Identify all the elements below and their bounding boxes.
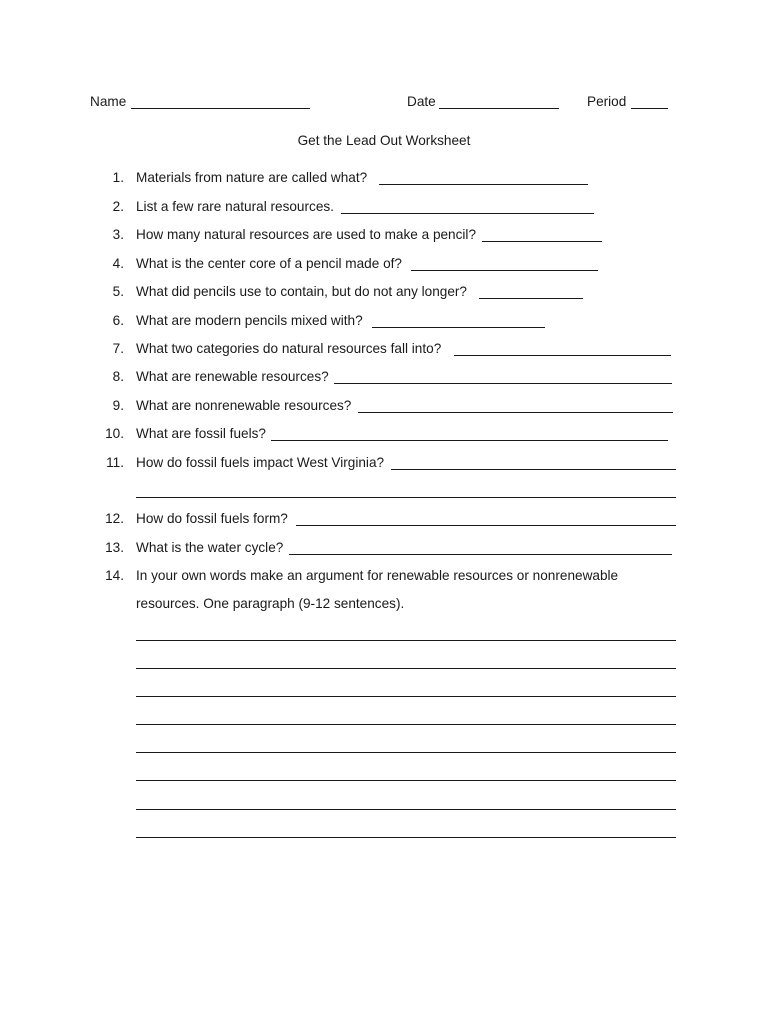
answer-line[interactable] bbox=[136, 809, 676, 810]
answer-line[interactable] bbox=[482, 241, 602, 242]
question-number: 12. bbox=[105, 511, 124, 526]
answer-line[interactable] bbox=[296, 525, 676, 526]
question-number: 11. bbox=[106, 455, 124, 470]
answer-line[interactable] bbox=[379, 184, 588, 185]
answer-line[interactable] bbox=[341, 213, 594, 214]
page-title: Get the Lead Out Worksheet bbox=[297, 133, 471, 148]
question-number: 14. bbox=[105, 568, 124, 583]
answer-line[interactable] bbox=[454, 355, 671, 356]
question-text: What are fossil fuels? bbox=[136, 426, 266, 441]
answer-line[interactable] bbox=[289, 554, 672, 555]
question-text: What is the center core of a pencil made of? bbox=[136, 256, 402, 271]
question-number: 9. bbox=[112, 398, 124, 413]
question-number: 5. bbox=[112, 284, 124, 299]
period-field[interactable] bbox=[631, 108, 668, 109]
answer-line[interactable] bbox=[391, 469, 676, 470]
answer-line[interactable] bbox=[136, 668, 676, 669]
question-text: How many natural resources are used to make a pencil? bbox=[136, 227, 477, 242]
date-field[interactable] bbox=[439, 108, 559, 109]
question-number: 8. bbox=[112, 369, 124, 384]
question-text: What is the water cycle? bbox=[136, 540, 284, 555]
question-text: List a few rare natural resources. bbox=[136, 199, 334, 214]
question-number: 3. bbox=[112, 227, 124, 242]
answer-line[interactable] bbox=[136, 780, 676, 781]
question-text: How do fossil fuels impact West Virginia? bbox=[136, 455, 385, 470]
answer-line[interactable] bbox=[411, 270, 598, 271]
question-number: 1. bbox=[112, 170, 124, 185]
answer-line[interactable] bbox=[372, 327, 545, 328]
question-text: How do fossil fuels form? bbox=[136, 511, 288, 526]
question-text: What two categories do natural resources fall into? bbox=[136, 341, 442, 356]
answer-line[interactable] bbox=[136, 696, 676, 697]
question-number: 13. bbox=[105, 540, 124, 555]
answer-line[interactable] bbox=[136, 724, 676, 725]
question-number: 6. bbox=[112, 313, 124, 328]
name-label: Name bbox=[90, 94, 127, 109]
question-text: What are nonrenewable resources? bbox=[136, 398, 352, 413]
question-text-continued: resources. One paragraph (9-12 sentences). bbox=[136, 596, 405, 611]
answer-line[interactable] bbox=[358, 412, 673, 413]
answer-line[interactable] bbox=[479, 298, 583, 299]
question-text: What did pencils use to contain, but do not any longer? bbox=[136, 284, 467, 299]
question-text: In your own words make an argument for renewable resources or nonrenewable bbox=[136, 568, 619, 583]
answer-line[interactable] bbox=[136, 752, 676, 753]
answer-line[interactable] bbox=[136, 837, 676, 838]
question-text: Materials from nature are called what? bbox=[136, 170, 368, 185]
name-field[interactable] bbox=[131, 108, 310, 109]
question-text: What are modern pencils mixed with? bbox=[136, 313, 363, 328]
date-label: Date bbox=[407, 94, 436, 109]
question-number: 7. bbox=[112, 341, 124, 356]
answer-line[interactable] bbox=[271, 440, 668, 441]
period-label: Period bbox=[587, 94, 627, 109]
question-number: 2. bbox=[112, 199, 124, 214]
question-number: 10. bbox=[105, 426, 124, 441]
answer-line[interactable] bbox=[334, 383, 672, 384]
answer-line[interactable] bbox=[136, 640, 676, 641]
question-number: 4. bbox=[112, 256, 124, 271]
question-text: What are renewable resources? bbox=[136, 369, 329, 384]
answer-line[interactable] bbox=[136, 497, 676, 498]
